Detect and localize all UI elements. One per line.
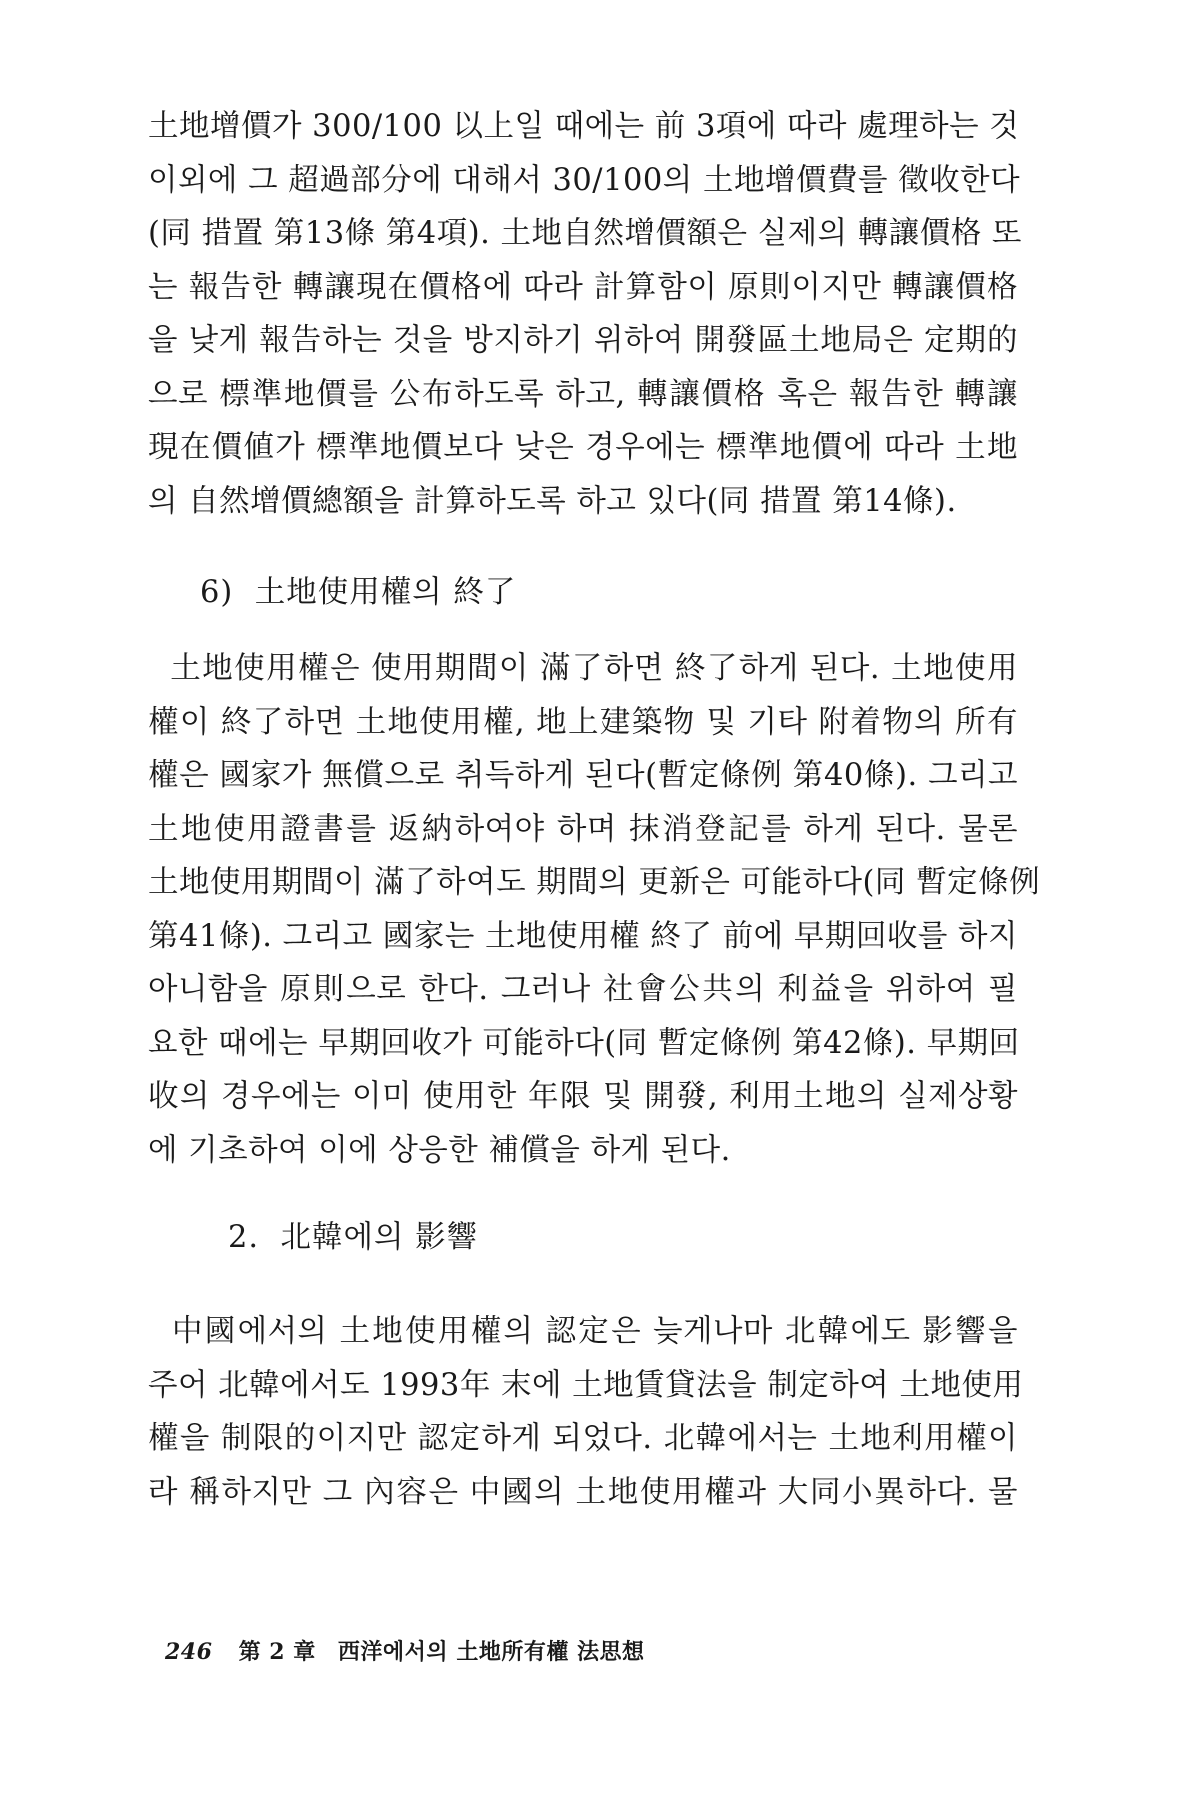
text-line: 權이 終了하면 土地使用權, 地上建築物 및 기타 附着物의 所有 <box>148 704 1018 740</box>
text-line: 第41條). 그리고 國家는 土地使用權 終了 前에 早期回收를 하지 <box>148 918 1018 954</box>
text-line: 요한 때에는 早期回收가 可能하다(同 暫定條例 第42條). 早期回 <box>148 1025 1020 1061</box>
paragraph-north-korea-influence <box>148 1305 1024 1519</box>
text-line: 現在價値가 標準地價보다 낮은 경우에는 標準地價에 따라 土地 <box>148 430 1018 465</box>
page-number: 246 <box>165 1639 213 1665</box>
text-line: 아니함을 原則으로 한다. 그러나 社會公共의 利益을 위하여 필 <box>148 972 1018 1007</box>
text-line: 權을 制限的이지만 認定하게 되었다. 北韓에서는 土地利用權이 <box>148 1421 1018 1456</box>
chapter-number: 第 2 章 <box>238 1639 316 1665</box>
page-footer <box>165 1637 645 1667</box>
text-line: 收의 경우에는 이미 使用한 年限 및 開發, 利用土地의 실제상황 <box>148 1079 1018 1114</box>
text-line: 權은 國家가 無償으로 취득하게 된다(暫定條例 第40條). 그리고 <box>148 758 1018 793</box>
section-heading-north-korea: 2. 北韓에의 影響 <box>228 1220 479 1255</box>
text-line: 土地增價가 300/100 以上일 때에는 前 3項에 따라 處理하는 것 <box>148 109 1020 144</box>
text-line: 土地使用證書를 返納하여야 하며 抹消登記를 하게 된다. 물론 <box>148 811 1018 847</box>
text-line: 中國에서의 土地使用權의 認定은 늦게나마 北韓에도 影響을 <box>148 1314 1018 1349</box>
paragraph-land-use-termination <box>148 642 1041 1177</box>
text-line: (同 措置 第13條 第4項). 土地自然增價額은 실제의 轉讓價格 또 <box>148 216 1022 251</box>
text-line: 라 稱하지만 그 內容은 中國의 土地使用權과 大同小異하다. 물 <box>148 1474 1018 1510</box>
text-line: 土地使用權은 使用期間이 滿了하면 終了하게 된다. 土地使用 <box>148 651 1018 686</box>
text-line: 는 報告한 轉讓現在價格에 따라 計算함이 原則이지만 轉讓價格 <box>148 269 1018 305</box>
text-line: 이외에 그 超過部分에 대해서 30/100의 土地增價費를 徵收한다 <box>148 162 1021 198</box>
text-line: 을 낮게 報告하는 것을 방지하기 위하여 開發區土地局은 定期的 <box>148 323 1018 358</box>
text-line: 주어 北韓에서도 1993年 末에 土地賃貸法을 制定하여 土地使用 <box>148 1367 1024 1403</box>
text-line: 土地使用期間이 滿了하여도 期間의 更新은 可能하다(同 暫定條例 <box>148 865 1041 900</box>
text-line: 으로 標準地價를 公布하도록 하고, 轉讓價格 혹은 報告한 轉讓 <box>148 376 1018 412</box>
text-line: 에 기초하여 이에 상응한 補償을 하게 된다. <box>148 1132 731 1168</box>
paragraph-land-value-increase <box>148 100 1022 528</box>
text-line: 의 自然增價總額을 計算하도록 하고 있다(同 措置 第14條). <box>148 483 957 519</box>
chapter-title: 西洋에서의 土地所有權 法思想 <box>337 1639 645 1665</box>
section-heading-termination: 6) 土地使用權의 終了 <box>200 575 517 610</box>
